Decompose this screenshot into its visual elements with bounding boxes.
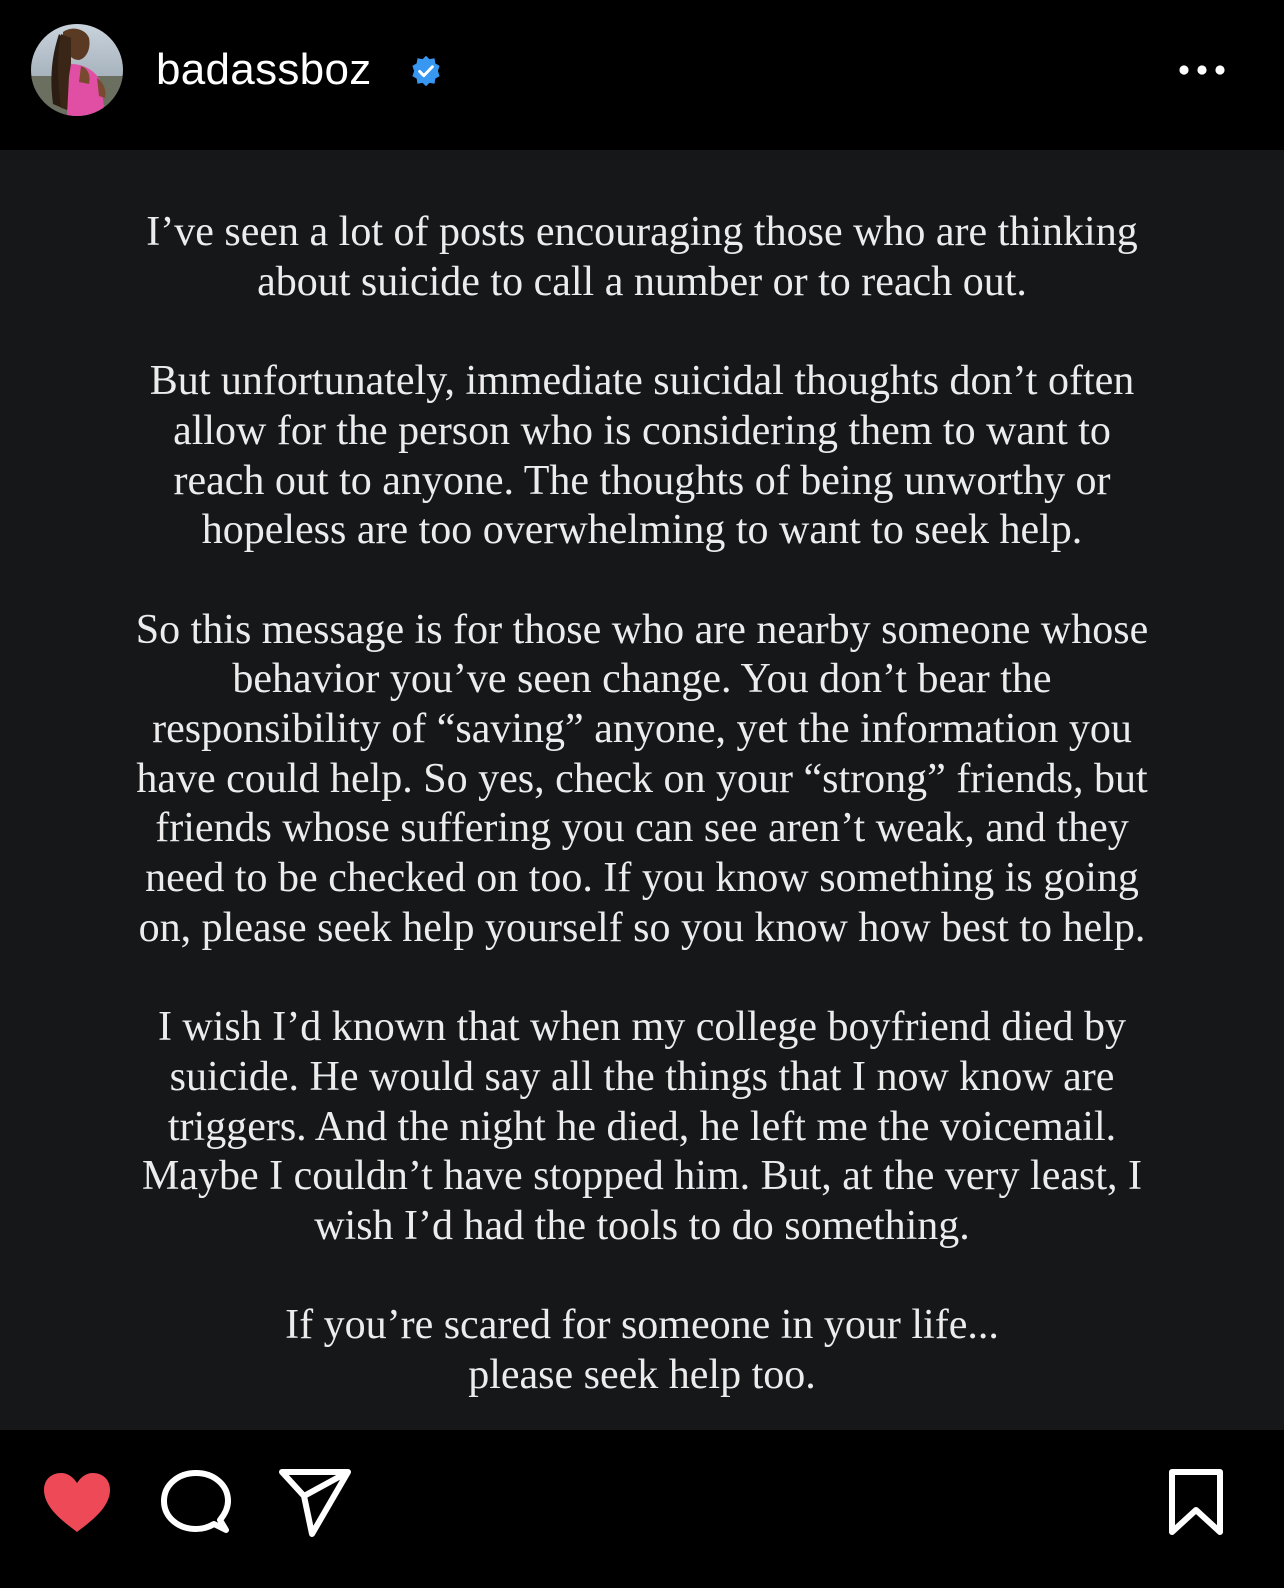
post-paragraph: If you’re scared for someone in your life... please seek help too. [285,1302,999,1399]
post-paragraph: I wish I’d known that when my college boyfriend died by suicide. He would say all the things that I now know are triggers. And the night he died, he left me the voicemail. Maybe I couldn’t have stopped him. But, at the very least, I wish I’d had the tools to do something. [142,1004,1142,1250]
post-text [70,208,1214,1401]
comment-icon[interactable] [160,1468,232,1540]
post-header [0,0,1284,150]
send-icon[interactable] [276,1466,354,1540]
heart-icon[interactable] [40,1470,114,1536]
avatar[interactable] [31,24,123,116]
post-paragraph: But unfortunately, immediate suicidal thoughts don’t often allow for the person who is considering them to want to reach out to anyone. The thoughts of being unworthy or hopeless are too overwhelming to want to seek help. [149,358,1135,554]
post-paragraph: I’ve seen a lot of posts encouraging those who are thinking about suicide to call a number or to reach out. [146,209,1138,305]
bookmark-icon[interactable] [1166,1468,1226,1538]
verified-badge-icon [409,54,443,88]
post-image [0,150,1284,1430]
action-bar [0,1430,1284,1588]
more-options-icon[interactable] [1172,52,1232,88]
post-paragraph: So this message is for those who are nearby someone whose behavior you’ve seen change. You don’t bear the responsibility of “saving” anyone, yet the information you have could help. So yes, check on your “strong” friends, but friends whose suffering you can see aren’t weak, and they need to be checked on too. If you know something is going on, please seek help yourself so you know how best to help. [135,606,1149,951]
avatar-image [31,24,123,116]
username[interactable]: badassboz [156,45,372,94]
